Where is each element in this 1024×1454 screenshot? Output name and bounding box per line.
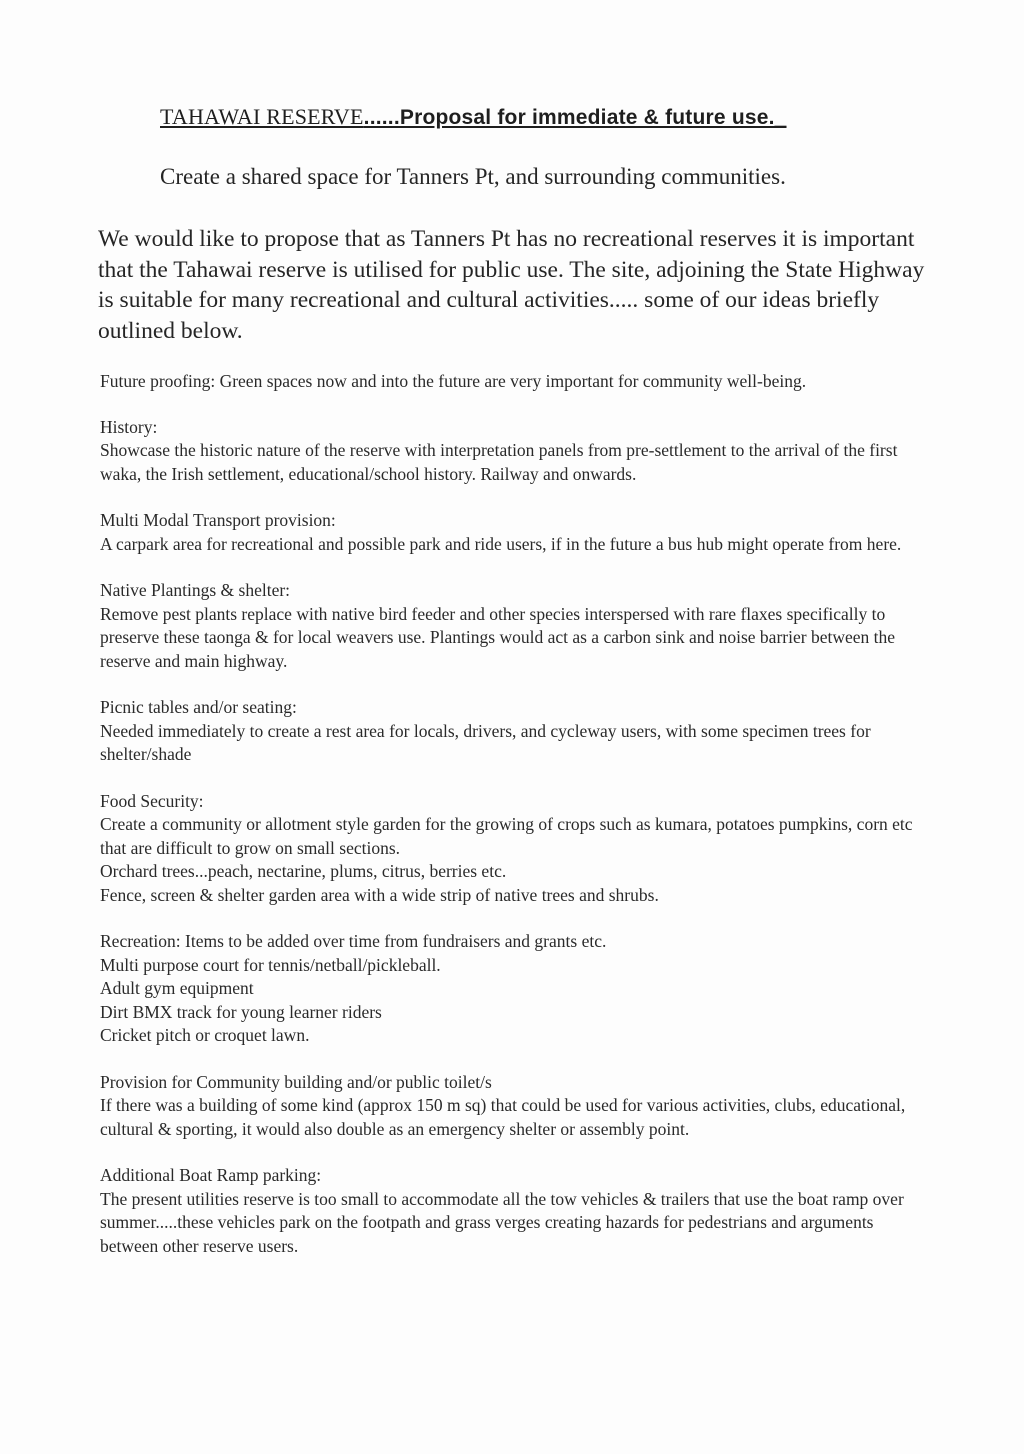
recreation-item-cricket: Cricket pitch or croquet lawn.: [100, 1025, 310, 1045]
section-food-security: [100, 790, 930, 908]
plantings-heading: Native Plantings & shelter:: [100, 580, 291, 600]
section-boat-ramp: [100, 1164, 930, 1258]
picnic-heading: Picnic tables and/or seating:: [100, 697, 297, 717]
recreation-item-court: Multi purpose court for tennis/netball/pickleball.: [100, 954, 441, 975]
document-title: [160, 104, 787, 130]
transport-heading: Multi Modal Transport provision:: [100, 510, 336, 530]
title-reserve-name: TAHAWAI RESERVE: [160, 104, 364, 129]
section-future-proofing: [100, 370, 930, 394]
history-heading: History:: [100, 416, 158, 437]
plantings-text: Remove pest plants replace with native bird feeder and other species interspersed with rare flaxes specifically to preserve these taonga & for local weavers use. Plantings would act as a carbon sink and noise barrier between the reserve and main highway.: [100, 603, 895, 671]
title-proposal: ......Proposal for immediate & future use._: [363, 106, 787, 129]
section-recreation: [100, 930, 930, 1048]
recreation-item-bmx: Dirt BMX track for young learner riders: [100, 1001, 382, 1022]
building-heading: Provision for Community building and/or public toilet/s: [100, 1071, 492, 1092]
document-subtitle: Create a shared space for Tanners Pt, and surrounding communities.: [160, 164, 786, 189]
section-picnic: [100, 696, 930, 767]
food-text-orchard: Orchard trees...peach, nectarine, plums, citrus, berries etc.: [100, 861, 507, 881]
section-community-building: [100, 1071, 930, 1142]
picnic-text: Needed immediately to create a rest area for locals, drivers, and cycleway users, with some specimen trees for shelter/shade: [100, 720, 871, 764]
food-text-garden: Create a community or allotment style garden for the growing of crops such as kumara, potatoes pumpkins, corn etc that are difficult to grow on small sections.: [100, 814, 913, 858]
building-text: If there was a building of some kind (approx 150 m sq) that could be used for various activities, clubs, educational, cultural & sporting, it would also double as an emergency shelter or assembly point.: [100, 1095, 906, 1139]
boat-heading: Additional Boat Ramp parking:: [100, 1165, 322, 1185]
transport-text: A carpark area for recreational and possible park and ride users, if in the future a bus hub might operate from here.: [100, 533, 902, 554]
food-heading: Food Security:: [100, 790, 204, 811]
proposal-sections: [100, 370, 930, 1281]
section-transport: [100, 509, 930, 556]
section-history: [100, 416, 930, 487]
boat-text: The present utilities reserve is too small to accommodate all the tow vehicles & trailers that use the boat ramp over summer.....these vehicles park on the footpath and grass verges creating hazards for pedestrians and arguments between other reserve users.: [100, 1188, 904, 1256]
recreation-item-gym: Adult gym equipment: [100, 978, 254, 998]
food-text-fence: Fence, screen & shelter garden area with a wide strip of native trees and shrubs.: [100, 884, 659, 905]
future-proofing-text: Future proofing: Green spaces now and into the future are very important for community well-being.: [100, 371, 807, 391]
section-plantings: [100, 579, 930, 673]
recreation-heading: Recreation: Items to be added over time from fundraisers and grants etc.: [100, 931, 607, 951]
intro-paragraph: We would like to propose that as Tanners Pt has no recreational reserves it is important that the Tahawai reserve is utilised for public use. The site, adjoining the State Highway is suitable for many recreational and cultural activities..... some of our ideas briefly outlined below.: [98, 226, 925, 344]
history-text: Showcase the historic nature of the reserve with interpretation panels from pre-settlement to the arrival of the first waka, the Irish settlement, educational/school history. Railway and onwards.: [100, 440, 898, 484]
